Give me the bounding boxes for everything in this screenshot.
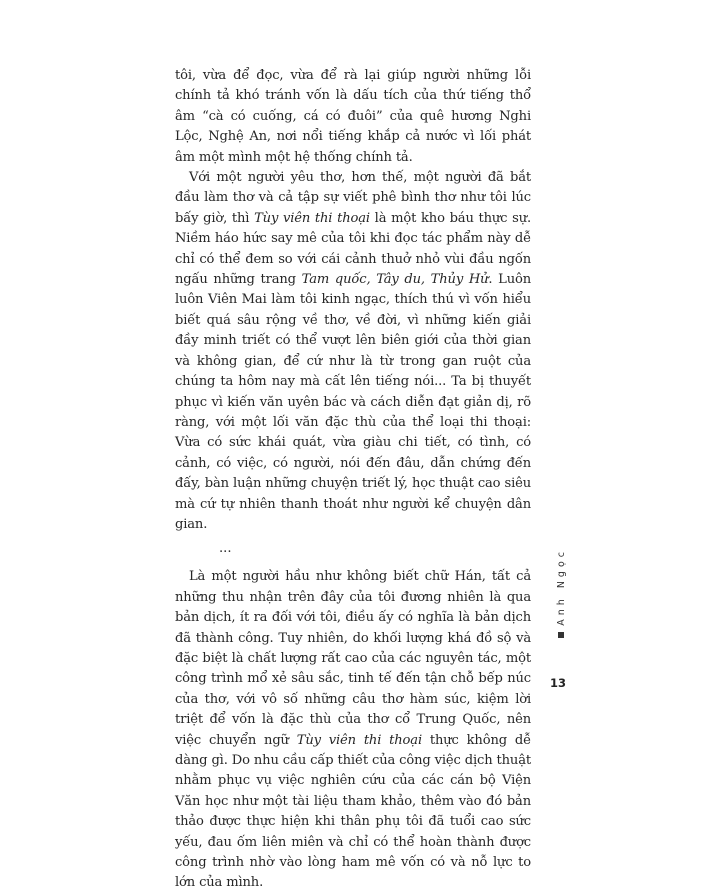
paragraph-1 (175, 66, 531, 168)
paragraph-3-text-a: Là một người hầu như không biết chữ Hán, tất cả những thu nhận trên đây của tôi đương nhiên là qua bản dịch, ít ra đối với tôi, điều ấy có nghĩa là bản dịch đã thành công. Tuy nhiên, do khối lượng khá đồ sộ và đặc biệt là chất lượng rất cao của các nguyên tác, một công trình mổ xẻ sâu sắc, tinh tế đến tận chỗ bếp núc của thơ, với vô số những câu thơ hàm súc, kiệm lời triệt để vốn là đặc thù của thơ cổ Trung Quốc, nên việc chuyển ngữ (175, 569, 531, 748)
square-bullet-icon (558, 632, 564, 638)
paragraph-2-book-title: Tùy viên thi thoại (254, 210, 370, 226)
running-author (553, 548, 569, 668)
paragraph-1-text: tôi, vừa để đọc, vừa để rà lại giúp người những lỗi chính tả khó tránh vốn là dấu tích của thứ tiếng thổ âm “cà có cuống, cá có đuôi” của quê hương Nghi Lộc, Nghệ An, nơi nổi tiếng khắp cả nước vì lối phát âm một mình một hệ thống chính tả. (175, 68, 531, 165)
paragraph-3-book-title: Tùy viên thi thoại (296, 732, 422, 748)
paragraph-2-text-b: là một kho báu thực sự. Niềm háo hức say mê của tôi khi đọc tác phẩm này dễ chỉ có thể đem so với cái cảnh thuở nhỏ vùi đầu ngốn ngấu những trang (175, 210, 531, 288)
paragraph-3-text-b: thực không dễ dàng gì. Do nhu cầu cấp thiết của công việc dịch thuật nhằm phục vụ việc nghiên cứu của các cán bộ Viện Văn học như một tài liệu tham khảo, thêm vào đó bản thảo được thực hiện khi thân phụ tôi đã tuổi cao sức yếu, đau ốm liên miên và chỉ có thể hoàn thành được công trình nhờ vào lòng ham mê vốn có và nỗ lực to lớn của mình. (175, 732, 531, 891)
page-number: 13 (550, 676, 567, 690)
paragraph-2 (175, 168, 531, 535)
paragraph-2-text-a: Với một người yêu thơ, hơn thế, một người đã bắt đầu làm thơ và cả tập sự viết phê bình thơ như tôi lúc bấy giờ, thì (175, 170, 531, 226)
running-author-name: Anh Ngọc (555, 548, 567, 626)
ellipsis-separator: ... (219, 541, 232, 557)
paragraph-3 (175, 567, 531, 894)
paragraph-2-works: Tam quốc, Tây du, Thủy Hử (301, 272, 489, 288)
body-text (175, 66, 531, 894)
paragraph-2-text-c: . Luôn luôn Viên Mai làm tôi kinh ngạc, thích thú vì vốn hiểu biết quá sâu rộng về thơ, về đời, vì những kiến giải đầy minh triết có thể vượt lên biên giới của thời gian và không gian, để cứ như là từ trong gan ruột của chúng ta hôm nay mà cất lên tiếng nói... Ta bị thuyết phục vì kiến văn uyên bác và cách diễn đạt giản dị, rõ ràng, với một lối văn đặc thù của thể loại thi thoại: Vừa có sức khái quát, vừa giàu chi tiết, có tình, có cảnh, có việc, có người, nói đến đâu, dẫn chứng đến đấy, bàn luận những chuyện triết lý, học thuật cao siêu mà cứ tự nhiên thanh thoát như người kể chuyện dân gian. (175, 272, 531, 532)
